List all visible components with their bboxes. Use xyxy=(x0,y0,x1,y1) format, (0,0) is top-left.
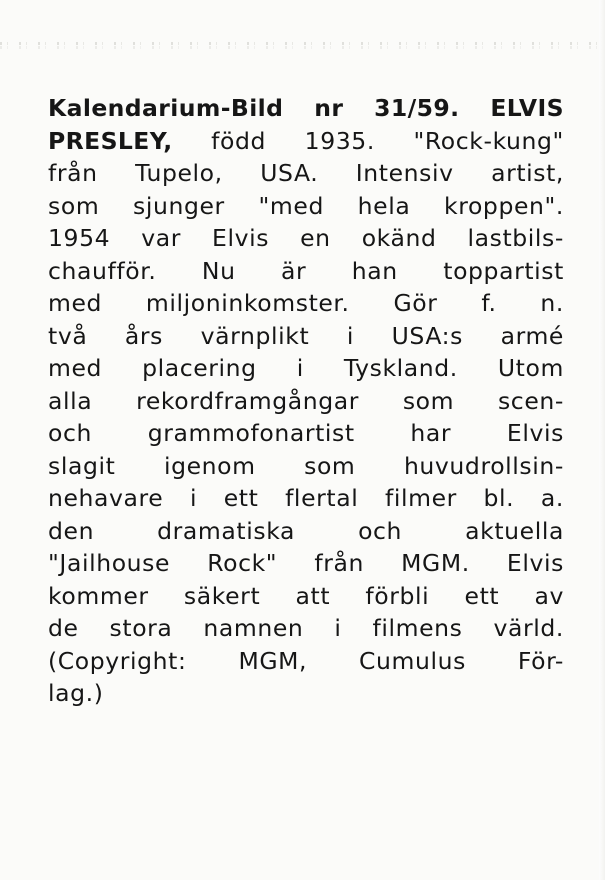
word: rekordframgångar xyxy=(136,386,360,415)
word: att xyxy=(295,581,331,610)
word: som xyxy=(402,386,455,415)
text-line xyxy=(48,125,564,158)
bold-word: Kalendarium-Bild xyxy=(48,94,284,122)
word: f. xyxy=(481,289,497,317)
word: i xyxy=(296,354,304,382)
word: "Jailhouse xyxy=(48,549,171,577)
text-line xyxy=(48,320,564,353)
text-line xyxy=(48,677,564,710)
word: filmer xyxy=(384,484,457,512)
word: filmens xyxy=(372,614,463,642)
word: de xyxy=(48,614,79,642)
text-line xyxy=(48,92,564,125)
word: Gör xyxy=(393,289,438,317)
word: hela xyxy=(357,191,411,220)
word: i xyxy=(189,484,198,512)
word: alla xyxy=(48,386,93,415)
scan-speckle-line xyxy=(0,46,605,49)
text-line xyxy=(48,157,564,190)
text-line xyxy=(48,547,564,580)
word: okänd xyxy=(361,224,437,252)
text-line xyxy=(48,287,564,320)
word: "med xyxy=(258,191,324,220)
word: med xyxy=(48,289,103,317)
text-line xyxy=(48,222,564,255)
word: MGM, xyxy=(238,646,308,675)
word: kroppen". xyxy=(444,191,564,220)
word: Tyskland. xyxy=(343,354,458,382)
word: och xyxy=(358,516,403,545)
bold-word: 31/59. xyxy=(374,94,460,122)
word: års xyxy=(124,321,164,350)
word: stora xyxy=(109,614,173,642)
word: lag.) xyxy=(48,679,104,707)
text-line xyxy=(48,645,564,678)
text-line xyxy=(48,515,564,548)
word: 1935. xyxy=(304,126,375,155)
word: Cumulus xyxy=(359,646,466,675)
word: kommer xyxy=(48,581,149,610)
word: Elvis xyxy=(212,224,270,252)
word: För- xyxy=(517,646,564,675)
word: toppartist xyxy=(443,256,564,285)
text-line xyxy=(48,417,564,450)
card-description-text xyxy=(48,92,564,710)
word: har xyxy=(410,419,452,447)
text-line xyxy=(48,580,564,613)
word: en xyxy=(300,224,331,252)
text-line xyxy=(48,482,564,515)
word: var xyxy=(141,224,182,252)
word: huvudrollsin- xyxy=(403,451,564,480)
word: ett xyxy=(223,484,259,512)
bold-word: ELVIS xyxy=(490,94,564,122)
text-line xyxy=(48,612,564,645)
word: artist, xyxy=(491,159,564,187)
word: och xyxy=(48,419,92,447)
word: (Copyright: xyxy=(48,646,187,675)
text-line xyxy=(48,450,564,483)
word: nehavare xyxy=(48,484,164,512)
word: två xyxy=(48,321,88,350)
word: Intensiv xyxy=(355,159,454,187)
word: ett xyxy=(464,581,500,610)
word: n. xyxy=(540,289,564,317)
word: namnen xyxy=(203,614,304,642)
word: placering xyxy=(142,354,257,382)
word: som xyxy=(304,451,356,480)
word: sjunger xyxy=(133,191,225,220)
word: född xyxy=(211,126,267,155)
scan-speckle-line xyxy=(0,42,605,45)
word: Elvis xyxy=(506,419,564,447)
word: scen- xyxy=(497,386,564,415)
word: värnplikt xyxy=(200,321,310,350)
word: säkert xyxy=(183,581,261,610)
word: lastbils- xyxy=(467,224,564,252)
word: i xyxy=(334,614,342,642)
word: från xyxy=(48,159,98,187)
word: bl. xyxy=(483,484,515,512)
word: USA. xyxy=(260,159,319,187)
bold-word: PRESLEY, xyxy=(48,126,173,155)
word: Tupelo, xyxy=(135,159,223,187)
word: armé xyxy=(500,321,564,350)
word: slagit xyxy=(48,451,116,480)
word: aktuella xyxy=(465,516,564,545)
word: igenom xyxy=(163,451,256,480)
word: "Rock-kung" xyxy=(413,126,564,155)
word: han xyxy=(351,256,398,285)
word: som xyxy=(48,191,100,220)
word: a. xyxy=(540,484,564,512)
word: Utom xyxy=(497,354,564,382)
word: från xyxy=(314,549,364,577)
word: grammofonartist xyxy=(147,419,355,447)
word: med xyxy=(48,354,103,382)
bold-word: nr xyxy=(314,94,344,122)
word: av xyxy=(534,581,564,610)
card-edge-shadow xyxy=(599,0,605,880)
word: chaufför. xyxy=(48,256,157,285)
word: MGM. xyxy=(401,549,470,577)
word: i xyxy=(346,321,355,350)
word: miljoninkomster. xyxy=(145,289,350,317)
word: värld. xyxy=(493,614,564,642)
word: Nu xyxy=(201,256,236,285)
text-line xyxy=(48,352,564,385)
text-line xyxy=(48,385,564,418)
text-line xyxy=(48,255,564,288)
word: 1954 xyxy=(48,224,111,252)
word: flertal xyxy=(285,484,359,512)
word: dramatiska xyxy=(157,516,295,545)
text-line xyxy=(48,190,564,223)
word: den xyxy=(48,516,95,545)
word: förbli xyxy=(365,581,430,610)
word: är xyxy=(281,256,307,285)
word: Elvis xyxy=(506,549,564,577)
word: USA:s xyxy=(391,321,463,350)
word: Rock" xyxy=(207,549,278,577)
